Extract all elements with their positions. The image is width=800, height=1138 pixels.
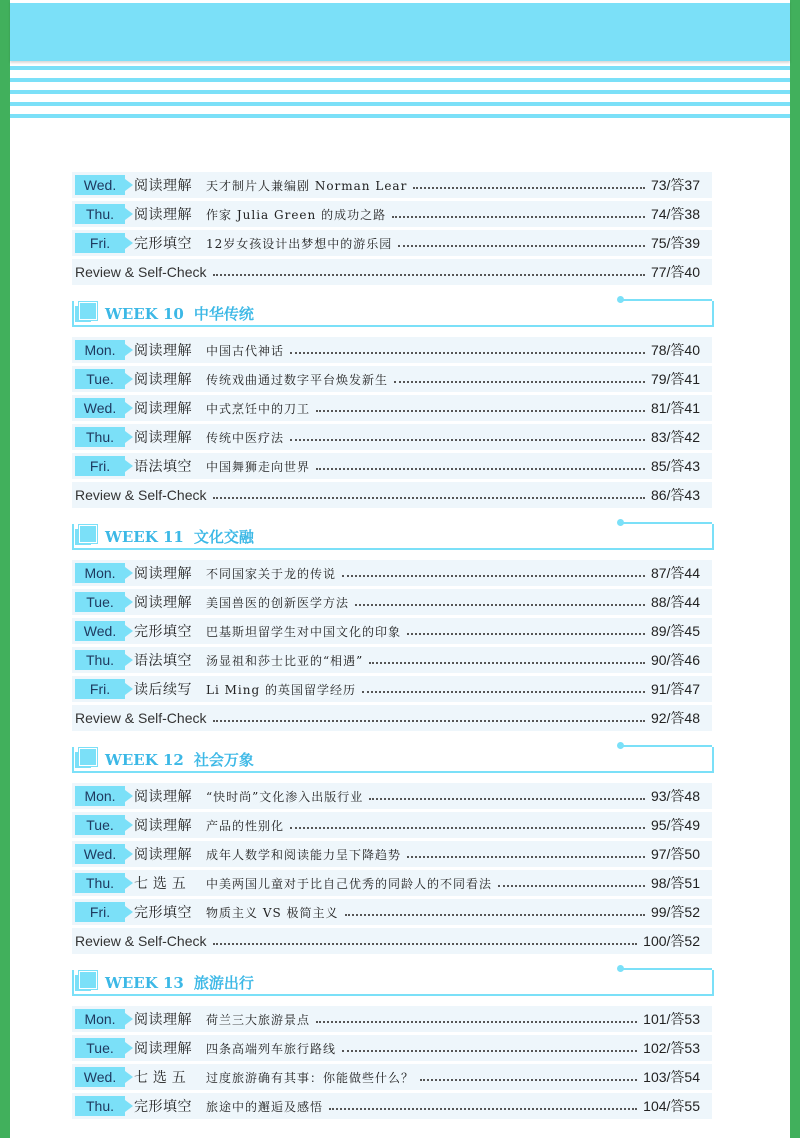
review-title: Review & Self-Check (75, 487, 207, 503)
day-label: Fri. (75, 456, 125, 476)
day-label: Mon. (75, 1009, 125, 1029)
dot-leader (369, 797, 645, 800)
day-label: Thu. (75, 650, 125, 670)
entry-title: “快时尚”文化渗入出版行业 (206, 789, 364, 804)
week-header (72, 745, 712, 775)
dot-leader (394, 380, 645, 383)
toc-entry[interactable] (72, 1093, 712, 1119)
week-theme: 文化交融 (193, 529, 254, 546)
entry-title: 美国兽医的创新医学方法 (206, 595, 350, 610)
day-label: Fri. (75, 902, 125, 922)
entry-title: 巴基斯坦留学生对中国文化的印象 (206, 624, 402, 639)
day-label: Thu. (75, 204, 125, 224)
page-number: 92/答48 (650, 710, 700, 726)
page-number: 89/答45 (650, 623, 700, 639)
toc-entry[interactable] (72, 453, 712, 479)
entry-title: 四条高端列车旅行路线 (206, 1041, 337, 1056)
toc-entry[interactable] (72, 172, 712, 198)
page-number: 79/答41 (650, 371, 700, 387)
toc-entry[interactable] (72, 841, 712, 867)
week-theme: 中华传统 (193, 306, 254, 323)
week-number: WEEK 11 (105, 528, 184, 546)
week-dot-icon (617, 296, 624, 303)
header-stripes (10, 66, 790, 124)
entry-title: 中式烹饪中的刀工 (206, 401, 311, 416)
week-topline (621, 968, 712, 970)
task-type: 七 选 五 (134, 1069, 187, 1085)
entry-title: 过度旅游确有其事：你能做些什么？ (206, 1070, 415, 1085)
dot-leader (369, 661, 645, 664)
table-of-contents (72, 172, 712, 1122)
page-number: 95/答49 (650, 817, 700, 833)
dot-leader (345, 913, 645, 916)
task-type: 语法填空 (134, 458, 192, 474)
toc-entry[interactable] (72, 201, 712, 227)
day-label: Wed. (75, 844, 125, 864)
day-label: Thu. (75, 427, 125, 447)
week-square-icon (79, 525, 97, 543)
page-number: 77/答40 (650, 264, 700, 280)
day-label: Wed. (75, 621, 125, 641)
day-label: Thu. (75, 1096, 125, 1116)
day-label: Wed. (75, 1067, 125, 1087)
week-square-icon (79, 302, 97, 320)
entry-title: 天才制片人兼编剧 Norman Lear (206, 178, 408, 193)
toc-entry[interactable] (72, 1035, 712, 1061)
toc-entry[interactable] (72, 618, 712, 644)
day-label: Mon. (75, 563, 125, 583)
page-number: 75/答39 (650, 235, 700, 251)
toc-entry[interactable] (72, 395, 712, 421)
day-label: Mon. (75, 340, 125, 360)
day-label: Fri. (75, 679, 125, 699)
entry-title: 物质主义 VS 极简主义 (206, 905, 339, 920)
page-number: 85/答43 (650, 458, 700, 474)
page-number: 88/答44 (650, 594, 700, 610)
review-title: Review & Self-Check (75, 710, 207, 726)
dot-leader (413, 186, 645, 189)
page-number: 87/答44 (650, 565, 700, 581)
review-title: Review & Self-Check (75, 264, 207, 280)
week-header (72, 299, 712, 329)
entry-title: 中美两国儿童对于比自己优秀的同龄人的不同看法 (206, 876, 493, 891)
entry-title: Li Ming 的英国留学经历 (206, 682, 356, 697)
task-type: 阅读理解 (134, 1040, 192, 1056)
toc-entry[interactable] (72, 812, 712, 838)
entry-title: 汤显祖和莎士比亚的“相遇” (206, 653, 364, 668)
review-title: Review & Self-Check (75, 933, 207, 949)
task-type: 阅读理解 (134, 371, 192, 387)
day-label: Thu. (75, 873, 125, 893)
dot-leader (362, 690, 645, 693)
toc-entry[interactable] (72, 230, 712, 256)
page-number: 78/答40 (650, 342, 700, 358)
task-type: 阅读理解 (134, 788, 192, 804)
week-dot-icon (617, 965, 624, 972)
toc-entry[interactable] (72, 337, 712, 363)
entry-title: 传统中医疗法 (206, 430, 285, 445)
task-type: 阅读理解 (134, 206, 192, 222)
week-number: WEEK 13 (105, 974, 184, 992)
page-number: 98/答51 (650, 875, 700, 891)
task-type: 完形填空 (134, 235, 192, 251)
dot-leader (342, 574, 645, 577)
week-topline (621, 745, 712, 747)
week-number: WEEK 12 (105, 751, 184, 769)
week-dot-icon (617, 519, 624, 526)
dot-leader (398, 244, 645, 247)
toc-entry[interactable] (72, 676, 712, 702)
dot-leader (316, 1020, 637, 1023)
page-number: 86/答43 (650, 487, 700, 503)
toc-entry[interactable] (72, 589, 712, 615)
entry-title: 中国古代神话 (206, 343, 285, 358)
week-theme: 旅游出行 (193, 975, 254, 992)
toc-entry[interactable] (72, 899, 712, 925)
dot-leader (213, 719, 645, 722)
day-label: Wed. (75, 175, 125, 195)
dot-leader (213, 942, 638, 945)
week-label (105, 972, 254, 993)
dot-leader (213, 273, 645, 276)
task-type: 读后续写 (134, 681, 192, 697)
entry-title: 产品的性别化 (206, 818, 285, 833)
dot-leader (420, 1078, 637, 1081)
task-type: 阅读理解 (134, 342, 192, 358)
toc-entry[interactable] (72, 1064, 712, 1090)
toc-entry[interactable] (72, 259, 712, 285)
week-number: WEEK 10 (105, 305, 184, 323)
dot-leader (392, 215, 645, 218)
dot-leader (290, 826, 645, 829)
page-number: 103/答54 (643, 1069, 700, 1085)
dot-leader (355, 603, 645, 606)
week-dot-icon (617, 742, 624, 749)
page-number: 90/答46 (650, 652, 700, 668)
toc-entry[interactable] (72, 647, 712, 673)
task-type: 完形填空 (134, 623, 192, 639)
entry-title: 荷兰三大旅游景点 (206, 1012, 311, 1027)
entry-title: 旅途中的邂逅及感悟 (206, 1099, 324, 1114)
entry-title: 成年人数学和阅读能力呈下降趋势 (206, 847, 402, 862)
dot-leader (290, 351, 645, 354)
task-type: 语法填空 (134, 652, 192, 668)
page-number: 101/答53 (643, 1011, 700, 1027)
toc-entry[interactable] (72, 366, 712, 392)
dot-leader (316, 467, 645, 470)
page-number: 99/答52 (650, 904, 700, 920)
day-label: Fri. (75, 233, 125, 253)
entry-title: 不同国家关于龙的传说 (206, 566, 337, 581)
week-header (72, 968, 712, 998)
week-theme: 社会万象 (193, 752, 254, 769)
dot-leader (316, 409, 645, 412)
toc-entry[interactable] (72, 705, 712, 731)
header-band (10, 0, 790, 61)
page-number: 102/答53 (643, 1040, 700, 1056)
dot-leader (342, 1049, 637, 1052)
week-label (105, 526, 254, 547)
dot-leader (213, 496, 645, 499)
toc-entry[interactable] (72, 424, 712, 450)
task-type: 阅读理解 (134, 429, 192, 445)
task-type: 完形填空 (134, 1098, 192, 1114)
entry-title: 传统戏曲通过数字平台焕发新生 (206, 372, 389, 387)
toc-entry[interactable] (72, 482, 712, 508)
entry-title: 作家 Julia Green 的成功之路 (206, 207, 387, 222)
page-number: 97/答50 (650, 846, 700, 862)
day-label: Tue. (75, 592, 125, 612)
page-number: 73/答37 (650, 177, 700, 193)
dot-leader (329, 1107, 637, 1110)
page-number: 100/答52 (643, 933, 700, 949)
week-square-icon (79, 971, 97, 989)
toc-entry[interactable] (72, 928, 712, 954)
dot-leader (407, 855, 645, 858)
task-type: 阅读理解 (134, 1011, 192, 1027)
task-type: 七 选 五 (134, 875, 187, 891)
page-number: 74/答38 (650, 206, 700, 222)
task-type: 完形填空 (134, 904, 192, 920)
page-number: 83/答42 (650, 429, 700, 445)
day-label: Tue. (75, 1038, 125, 1058)
page-number: 91/答47 (650, 681, 700, 697)
page-number: 104/答55 (643, 1098, 700, 1114)
week-header (72, 522, 712, 552)
page-number: 81/答41 (650, 400, 700, 416)
page-number: 93/答48 (650, 788, 700, 804)
dot-leader (498, 884, 645, 887)
week-label (105, 749, 254, 770)
task-type: 阅读理解 (134, 177, 192, 193)
toc-entry[interactable] (72, 870, 712, 896)
task-type: 阅读理解 (134, 400, 192, 416)
task-type: 阅读理解 (134, 817, 192, 833)
entry-title: 中国舞狮走向世界 (206, 459, 311, 474)
day-label: Wed. (75, 398, 125, 418)
task-type: 阅读理解 (134, 846, 192, 862)
day-label: Tue. (75, 815, 125, 835)
entry-title: 12岁女孩设计出梦想中的游乐园 (206, 236, 393, 251)
week-topline (621, 299, 712, 301)
toc-entry[interactable] (72, 1006, 712, 1032)
day-label: Tue. (75, 369, 125, 389)
week-square-icon (79, 748, 97, 766)
day-label: Mon. (75, 786, 125, 806)
dot-leader (290, 438, 645, 441)
week-label (105, 303, 254, 324)
toc-entry[interactable] (72, 560, 712, 586)
task-type: 阅读理解 (134, 594, 192, 610)
week-topline (621, 522, 712, 524)
task-type: 阅读理解 (134, 565, 192, 581)
toc-entry[interactable] (72, 783, 712, 809)
dot-leader (407, 632, 645, 635)
